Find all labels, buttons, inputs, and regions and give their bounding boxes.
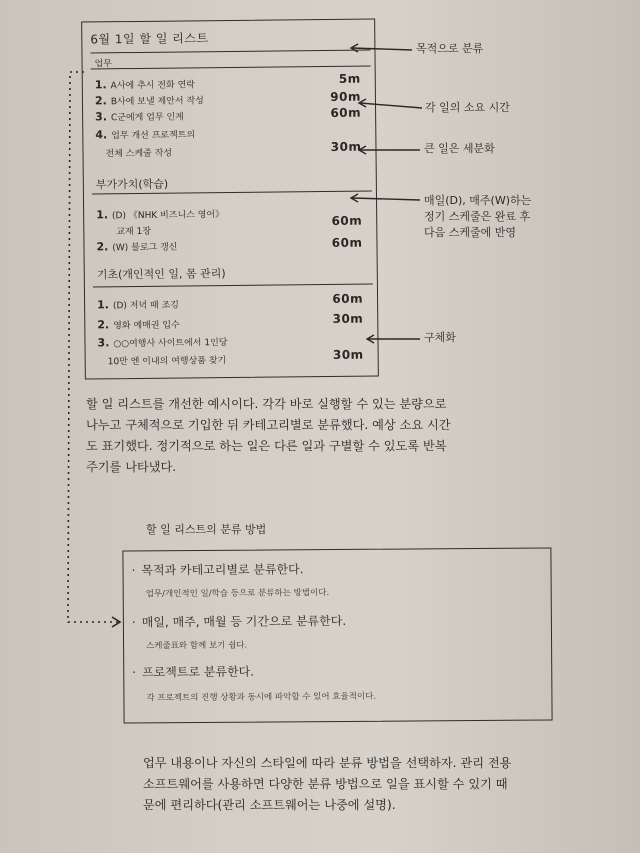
item-minutes: 60m — [331, 235, 363, 250]
item-text: ○○여행사 사이트에서 1인당 — [113, 338, 228, 350]
todo-item — [97, 298, 179, 312]
section-divider — [91, 66, 371, 70]
item-number: 1. — [94, 78, 107, 92]
item-minutes: 30m — [332, 311, 364, 326]
item-subtext: 교재 1장 — [116, 226, 152, 238]
section-divider — [93, 284, 373, 288]
method-desc: 업무/개인적인 일/학습 등으로 분류하는 방법이다. — [145, 588, 330, 600]
todo-item-continued — [105, 146, 172, 160]
item-number: 2. — [97, 318, 110, 332]
item-text: A사에 추시 전화 연락 — [110, 80, 196, 92]
annotation-subdivide: 큰 일은 세분화 — [424, 142, 495, 155]
body-paragraph — [143, 753, 511, 816]
todo-item — [95, 109, 184, 123]
methods-box — [122, 548, 552, 724]
section-heading-learning: 부가가치(학습) — [95, 177, 169, 192]
item-minutes: 60m — [330, 105, 362, 120]
item-text: (D) 《NHK 비즈니스 영어》 — [111, 210, 225, 222]
item-subtext: 10만 엔 이내의 여행상품 찾기 — [107, 356, 227, 368]
annotation-time: 각 일의 소요 시간 — [425, 101, 510, 114]
todo-list-title: 6월 1일 할 일 리스트 — [90, 31, 209, 47]
caption-line: 나누고 구체적으로 기입한 뒤 카테고리별로 분류했다. 예상 소요 시간 — [86, 418, 451, 432]
item-minutes: 90m — [330, 89, 362, 104]
item-text: 업무 개선 프로젝트의 — [111, 130, 196, 142]
bullet: · — [131, 563, 136, 578]
todo-item — [95, 127, 195, 141]
bullet: · — [132, 665, 137, 680]
todo-item — [97, 318, 180, 332]
todo-item — [95, 77, 195, 91]
item-number: 2. — [94, 94, 107, 108]
section-heading-work: 업무 — [94, 59, 113, 70]
todo-list-card — [81, 18, 379, 379]
item-minutes: 60m — [332, 291, 364, 306]
item-text: B사에 보낼 제안서 작성 — [110, 96, 204, 108]
item-text: (W) 블로그 갱신 — [112, 242, 178, 254]
item-number: 1. — [96, 208, 109, 222]
item-text: C군에게 업무 인계 — [110, 112, 184, 124]
item-minutes: 30m — [332, 347, 364, 362]
method-label: 목적과 카테고리별로 분류한다. — [141, 562, 304, 578]
item-number: 3. — [97, 336, 110, 350]
method-label: 프로젝트로 분류한다. — [142, 664, 255, 680]
body-line: 문에 편리하다(관리 소프트웨어는 나중에 설명). — [143, 798, 396, 812]
caption-line: 도 표기했다. 정기적으로 하는 일은 다른 일과 구별할 수 있도록 반복 — [86, 439, 447, 453]
figure-caption — [86, 394, 451, 478]
annotation-concrete: 구체화 — [424, 331, 456, 344]
methods-title: 할 일 리스트의 분류 방법 — [146, 523, 267, 536]
method-item — [132, 663, 254, 681]
todo-item-continued — [116, 224, 151, 237]
caption-line: 할 일 리스트를 개선한 예시이다. 각각 바로 실행할 수 있는 분량으로 — [86, 397, 447, 411]
annotation-daily — [424, 193, 531, 241]
item-number: 4. — [95, 128, 108, 142]
caption-line: 주기를 나타냈다. — [86, 460, 177, 474]
section-heading-basics: 기초(개인적인 일, 몸 관리) — [96, 267, 226, 282]
annotation-line: 정기 스케줄은 완료 후 — [424, 210, 531, 223]
method-item — [132, 612, 346, 630]
todo-item — [96, 240, 177, 254]
item-text: 영화 예매권 입수 — [113, 320, 180, 332]
item-number: 2. — [96, 240, 109, 254]
method-item — [131, 560, 303, 578]
annotation-line: 매일(D), 매주(W)하는 — [424, 194, 532, 207]
method-desc: 각 프로젝트의 진행 상황과 동시에 파악할 수 있어 효율적이다. — [146, 691, 377, 704]
item-subtext: 전체 스케줄 작성 — [105, 148, 173, 160]
todo-item-continued — [108, 353, 227, 367]
arrowhead — [112, 617, 120, 627]
bullet: · — [131, 615, 136, 630]
method-desc: 스케줄표와 함께 보기 쉽다. — [146, 640, 248, 652]
item-minutes: 30m — [330, 139, 362, 154]
todo-item — [95, 93, 204, 107]
section-divider — [90, 50, 370, 54]
item-number: 1. — [97, 298, 110, 312]
item-text: (D) 저녁 때 조깅 — [112, 300, 180, 312]
body-line: 소프트웨어를 사용하면 다양한 분류 방법으로 일을 표시할 수 있기 때 — [143, 777, 508, 791]
annotation-purpose: 목적으로 분류 — [416, 42, 484, 55]
todo-item — [96, 207, 224, 221]
todo-item — [97, 335, 227, 349]
method-label: 매일, 매주, 매월 등 기간으로 분류한다. — [141, 613, 347, 630]
body-line: 업무 내용이나 자신의 스타일에 따라 분류 방법을 선택하자. 관리 전용 — [143, 756, 512, 770]
annotation-line: 다음 스케줄에 반영 — [424, 226, 517, 239]
item-number: 3. — [95, 110, 108, 124]
item-minutes: 60m — [331, 213, 363, 228]
item-minutes: 5m — [338, 71, 361, 86]
